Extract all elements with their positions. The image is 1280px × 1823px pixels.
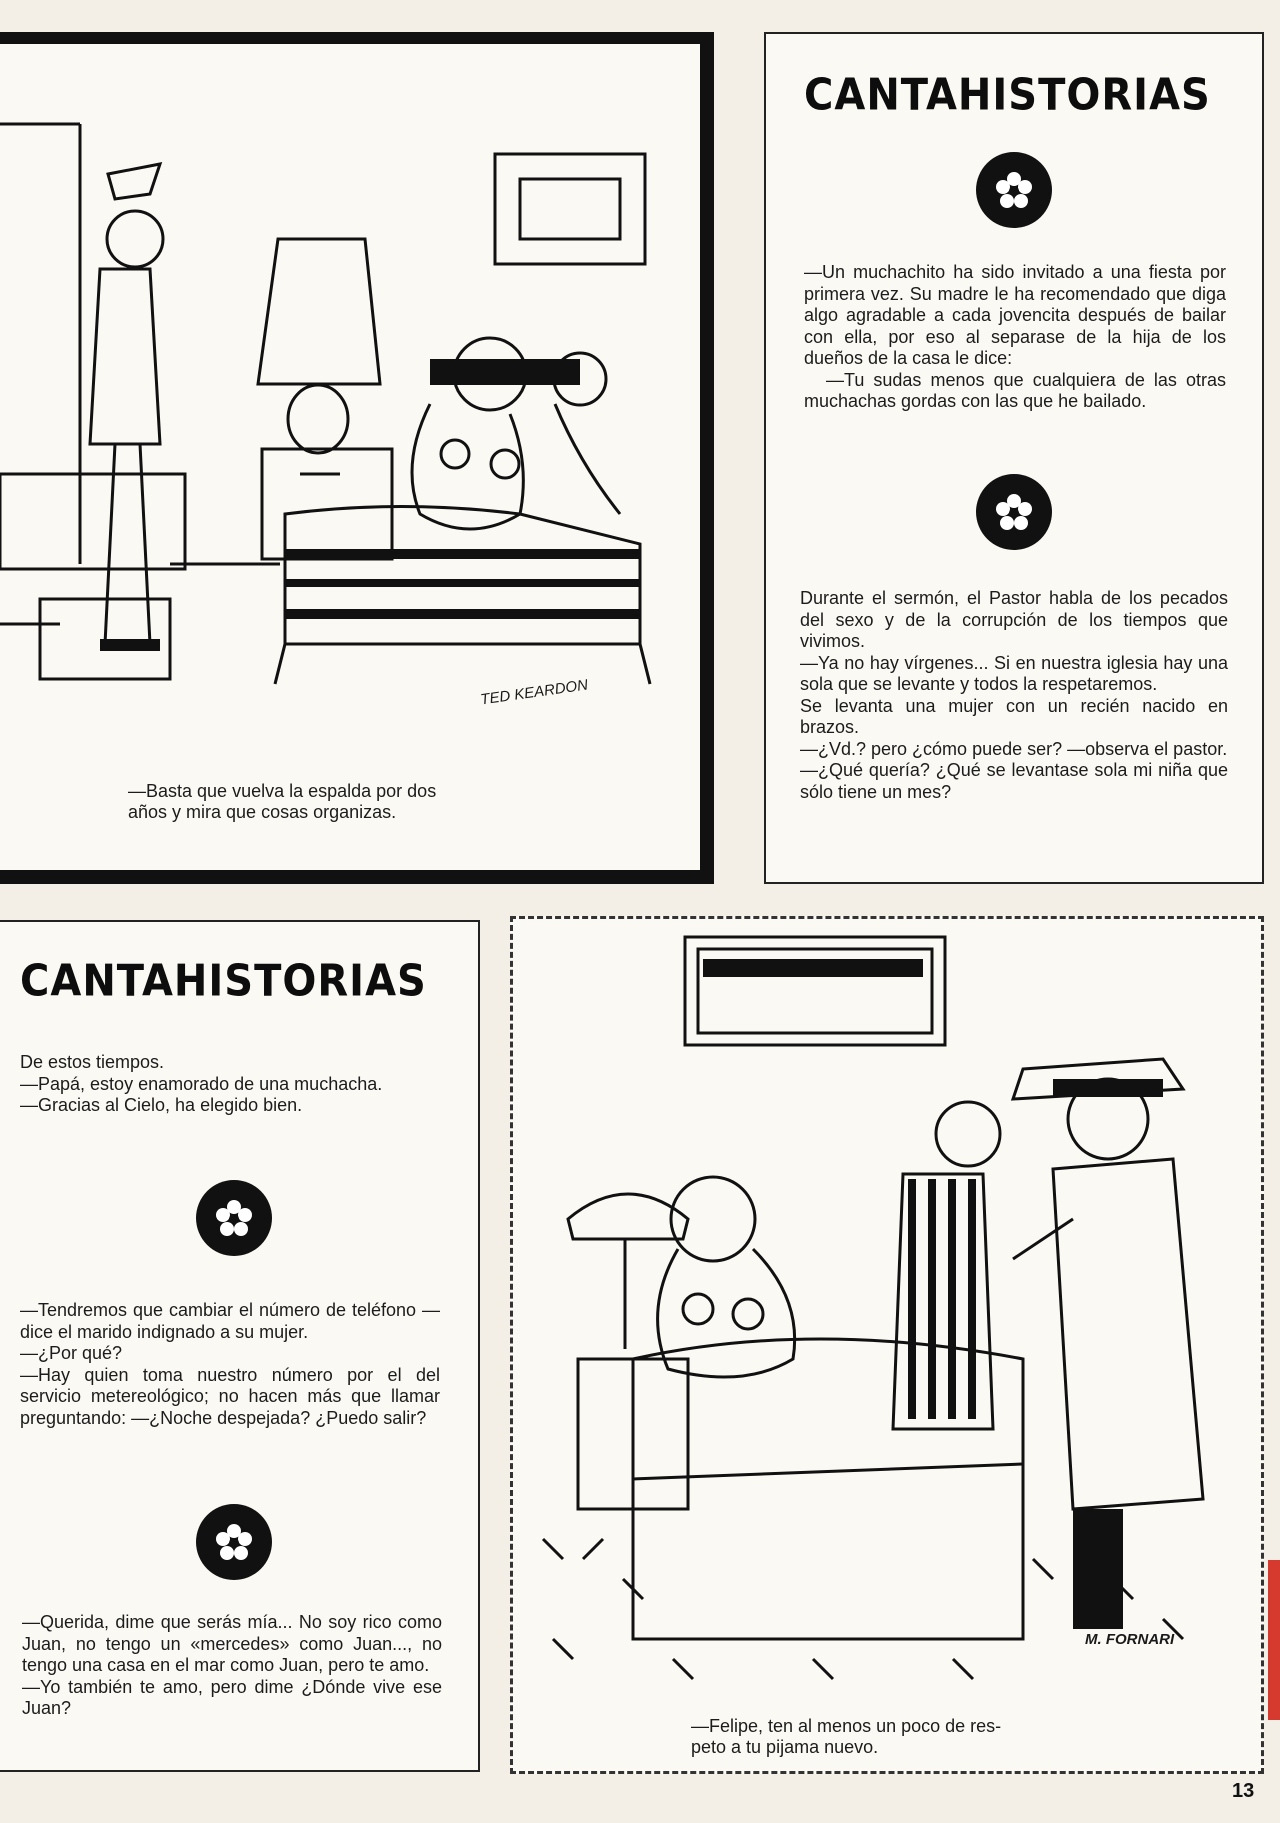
section-heading: CANTAHISTORIAS [20, 955, 427, 1007]
joke-line: —Gracias al Cielo, ha elegido bien. [20, 1095, 303, 1115]
top-right-jokes-box [764, 32, 1264, 884]
caption-line: —Felipe, ten al menos un poco de res- [691, 1716, 1002, 1736]
caption-line: peto a tu pijama nuevo. [691, 1737, 879, 1757]
flower-divider-icon [196, 1180, 272, 1256]
joke-line: Durante el sermón, el Pastor habla de los pecados del sexo y de la corrupción de los tiempos que vivimos. [800, 588, 1228, 651]
joke-line: —Papá, estoy enamorado de una muchacha. [20, 1073, 383, 1094]
flower-divider-icon [976, 152, 1052, 228]
joke-line: —¿Por qué? [20, 1343, 123, 1363]
joke-line: —Hay quien toma nuestro número por el del servicio metereológico; no hacen más que llamar preguntando: —¿Noche despejada? ¿Puedo salir? [20, 1364, 440, 1428]
top-cartoon-illustration [0, 44, 700, 784]
bottom-cartoon-panel [510, 916, 1264, 1774]
joke-4 [20, 1300, 440, 1429]
joke-line: —Tu sudas menos que cualquiera de las otras muchachas gordas con las que he bailado. [804, 369, 1226, 411]
top-cartoon-panel [0, 32, 714, 884]
caption-line: —Basta que vuelva la espalda por dos [128, 781, 437, 801]
flower-divider-icon [976, 474, 1052, 550]
joke-line: —Querida, dime que serás mía... No soy rico como Juan, no tengo un «mercedes» como Juan..., no tengo una casa en el mar como Juan, pero te amo. [22, 1612, 442, 1675]
top-cartoon-caption [128, 781, 436, 823]
joke-line: —Tendremos que cambiar el número de teléfono —dice el marido indignado a su mujer. [20, 1300, 440, 1342]
joke-line: —Ya no hay vírgenes... Si en nuestra iglesia hay una sola que se levante y todos la respetaremos. [800, 652, 1228, 694]
bottom-cartoon-caption [691, 1716, 1001, 1758]
joke-1 [804, 262, 1226, 413]
top-cartoon-signature: TED KEARDON [479, 676, 590, 709]
page-number: 13 [1232, 1780, 1255, 1802]
bottom-cartoon-signature: M. FORNARI [1085, 1631, 1175, 1648]
section-heading: CANTAHISTORIAS [804, 69, 1211, 121]
joke-line: —Un muchachito ha sido invitado a una fiesta por primera vez. Su madre le ha recomendado que diga algo agradable a cada jovencita después de bailar con ella, por eso al separase de la hija de los dueños de la casa le dice: [804, 262, 1226, 368]
joke-5 [22, 1612, 442, 1720]
joke-line: Se levanta una mujer con un recién nacido en brazos. [800, 695, 1228, 737]
joke-line: De estos tiempos. [20, 1052, 165, 1072]
joke-line: —Yo también te amo, pero dime ¿Dónde vive ese Juan? [22, 1676, 442, 1718]
page-edge-tab [1268, 1560, 1280, 1720]
bottom-cartoon-illustration [513, 919, 1253, 1699]
caption-line: años y mira que cosas organizas. [128, 802, 397, 822]
flower-divider-icon [196, 1504, 272, 1580]
bottom-left-jokes-box [0, 920, 480, 1772]
joke-2 [800, 588, 1228, 803]
joke-3 [20, 1052, 440, 1117]
joke-line: —¿Vd.? pero ¿cómo puede ser? —observa el pastor. [800, 738, 1228, 759]
joke-line: —¿Qué quería? ¿Qué se levantase sola mi niña que sólo tiene un mes? [800, 760, 1228, 802]
